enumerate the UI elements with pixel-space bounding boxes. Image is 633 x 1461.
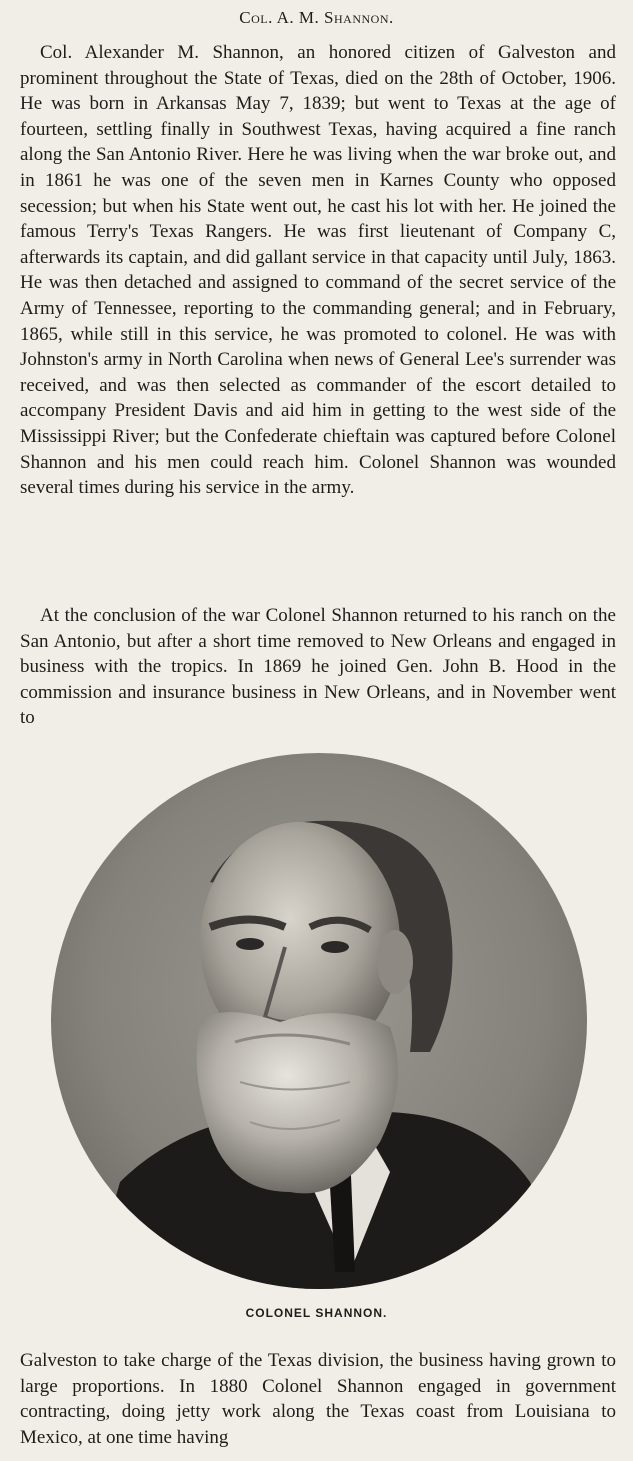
article-body-bottom [20,1348,616,1450]
article-body-top [20,40,616,501]
portrait-caption: COLONEL SHANNON. [245,1306,388,1320]
paragraph-continuation: Galveston to take charge of the Texas division, the business having grown to large proportions. In 1880 Colonel Shannon engaged in government contracting, doing jetty work along the Texas coast from Louisiana to Mexico, at one time having [20,1350,616,1448]
paragraph-postwar: At the conclusion of the war Colonel Shannon returned to his ranch on the San Antonio, but after a short time removed to New Orleans and engaged in business with the tropics. In 1869 he joined Gen. John B. Hood in the commission and insurance business in New Orleans, and in November went to [20,605,616,729]
portrait-image [50,752,588,1290]
portrait-photo [50,752,588,1290]
article-body-middle [20,603,616,731]
paragraph-biography: Col. Alexander M. Shannon, an honored citizen of Galveston and prominent throughout the State of Texas, died on the 28th of October, 1906. He was born in Arkansas May 7, 1839; but went to Texas at the age of fourteen, settling finally in Southwest Texas, having acquired a fine ranch along the San Antonio River. Here he was living when the war broke out, and in 1861 he was one of the seven men in Karnes County who opposed secession; but when his State went out, he cast his lot with her. He joined the famous Terry's Texas Rangers. He was first lieutenant of Company C, afterwards its captain, and did gallant service in that capacity until July, 1863. He was then detached and assigned to command of the secret service of the Army of Tennessee, reporting to the commanding general; and in February, 1865, while still in this service, he was promoted to colonel. He was with Johnston's army in North Carolina when news of General Lee's surrender was received, and was then selected as commander of the escort detailed to accompany President Davis and aid him in getting to the west side of the Mississippi River; but the Confederate chieftain was captured before Colonel Shannon and his men could reach him. Colonel Shannon was wounded several times during his service in the army. [20,42,616,499]
page-title: Col. A. M. Shannon. [239,8,394,27]
